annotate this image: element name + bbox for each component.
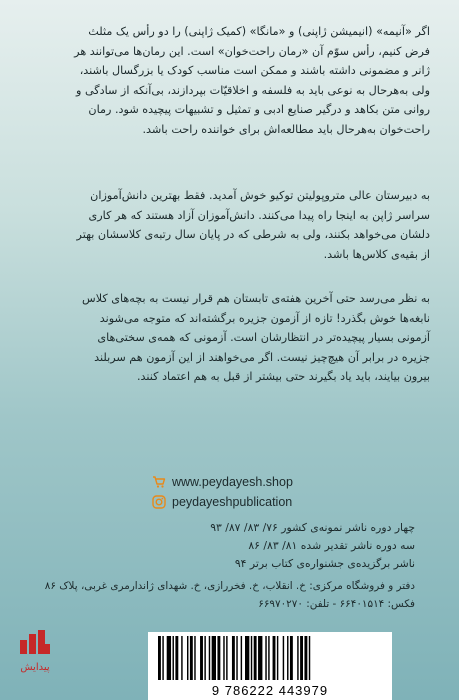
barcode-bar (173, 636, 174, 680)
barcode-bar (167, 636, 171, 680)
barcode-bar (277, 636, 278, 680)
publisher-address (45, 577, 415, 613)
isbn-digits: 9 786222 443979 (211, 683, 329, 698)
barcode-bar (162, 636, 163, 680)
barcode-bar (175, 636, 178, 680)
barcode-bar (309, 636, 310, 680)
barcode-bar (273, 636, 276, 680)
barcode-bar (283, 636, 284, 680)
logo-text: پیدایش (20, 662, 50, 673)
address-line: دفتر و فروشگاه مرکزی: خ. انقلاب، خ. فخررازی، خ. شهدای ژاندارمری غربی، پلاک ۸۶ (44, 580, 415, 592)
instagram-link-row[interactable] (152, 492, 293, 512)
barcode-bar (304, 636, 307, 680)
barcode-bar (290, 636, 293, 680)
publisher-awards (210, 519, 415, 573)
barcode-bar (254, 636, 257, 680)
publisher-links (152, 472, 293, 512)
text-line: اگر «آنیمه» (انیمیشن ژاپنی) و «مانگا» (کمیک ژاپنی) را دو رأس یک مثلث (88, 25, 430, 38)
award-line: ناشر برگزیده‌ی جشنواره‌ی کتاب برتر ۹۴ (234, 557, 415, 570)
award-line: سه دوره ناشر تقدیر شده ۸۱/ ۸۳/ ۸۶ (248, 539, 415, 552)
text-line: روانی متن بکاهد و درگیر صنایع ادبی و تمثیل و تشبیهات پیچیده شود. رمان (88, 103, 430, 117)
cart-icon (152, 475, 166, 489)
text-line: آزمونی بسیار پیچیده‌تر در انتظارشان است. آزمونی که همه‌ی سختی‌های (97, 331, 430, 345)
text-line: به دبیرستان عالی متروپولیتن توکیو خوش آمدید. فقط بهترین دانش‌آموزان (90, 189, 430, 202)
text-line: نابغه‌ها خوش بگذرد! تازه از آزمون جزیره برگشته‌اند که متوجه می‌شوند (99, 311, 430, 325)
text-line: به نظر می‌رسد حتی آخرین هفته‌ی تابستان هم قرار نیست به بچه‌های کلاس (82, 292, 430, 305)
barcode-bar (226, 636, 227, 680)
barcode-bar (217, 636, 220, 680)
contact-line: فکس: ۶۶۴۰۱۵۱۴ - تلفن: ۶۶۹۷۰۲۷۰ (258, 598, 415, 610)
description-paragraph-2 (40, 186, 430, 264)
barcode-bar (232, 636, 235, 680)
text-line: ژانر و مضمونی داشته باشند و ممکن است مناسب کودک یا بزرگسال باشند، (79, 64, 430, 78)
barcode-bar (212, 636, 216, 680)
text-line: راحت‌خوان به‌هرحال باید مطالعه‌اش برای خواننده راحت باشد. (142, 122, 430, 136)
instagram-icon (152, 495, 166, 509)
barcode-bars (154, 636, 386, 680)
barcode-bar (194, 636, 195, 680)
text-line: از بقیه‌ی کلاس‌ها باشد. (323, 247, 430, 261)
barcode-bar (251, 636, 252, 680)
barcode-bar (258, 636, 262, 680)
text-line: بیرون بیایند، باید یاد بگیرند حتی بیشتر از قبل به هم اعتماد کنند. (137, 370, 430, 384)
barcode-bar (287, 636, 288, 680)
barcode-bar (200, 636, 203, 680)
barcode-bar (223, 636, 224, 680)
barcode-bar (204, 636, 205, 680)
barcode-bar (300, 636, 303, 680)
barcode-bar (181, 636, 182, 680)
barcode-bar (190, 636, 193, 680)
description-paragraph-3 (40, 289, 430, 387)
text-line: دلشان می‌خواهد بکنند، ولی به شرطی که در پایان سال رتبه‌ی کلاسشان بهتر (76, 228, 430, 242)
description-paragraph-1 (40, 22, 430, 140)
award-line: چهار دوره ناشر نمونه‌ی کشور ۷۶/ ۸۳/ ۸۷/ ۹۳ (210, 521, 415, 534)
barcode-bar (158, 636, 161, 680)
text-line: فرض کنیم، رأس سوّم آن «رمان راحت‌خوان» است. این رمان‌ها می‌توانند هر (74, 44, 430, 58)
barcode-bar (241, 636, 242, 680)
shop-link-row[interactable] (152, 472, 293, 492)
barcode-bar (245, 636, 249, 680)
shop-url[interactable]: www.peydayesh.shop (172, 475, 293, 489)
publisher-logo (18, 630, 52, 673)
barcode-bar (297, 636, 298, 680)
instagram-handle[interactable]: peydayeshpublication (172, 495, 293, 509)
logo-mark-icon (18, 630, 52, 656)
barcode-bar (236, 636, 237, 680)
barcode-bar (187, 636, 188, 680)
text-line: سراسر ژاپن به اینجا راه پیدا می‌کنند. دانش‌آموزان آزاد هستند که هر کاری (88, 208, 430, 222)
text-line: جزیره در برابر آن هیچ‌چیز نیست. اگر می‌خواهند از این آزمون هم سربلند (94, 350, 430, 364)
barcode-bar (265, 636, 266, 680)
barcode-bar (268, 636, 269, 680)
text-line: ولی به‌هرحال به نوعی باید به فلسفه و اخلاقیّات بپردازند، بی‌آنکه از سادگی و (75, 83, 430, 97)
barcode-bar (209, 636, 210, 680)
isbn-barcode (148, 632, 392, 700)
